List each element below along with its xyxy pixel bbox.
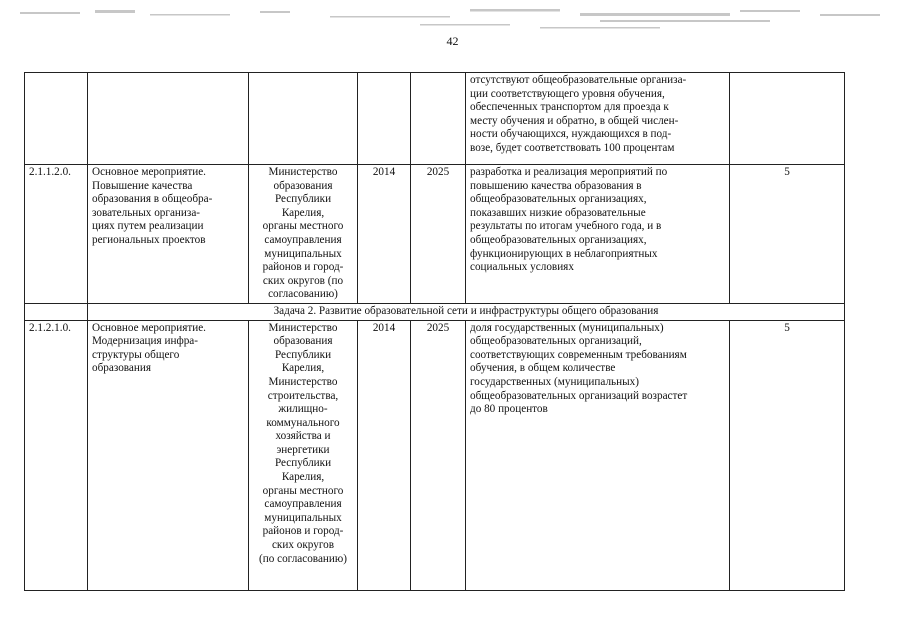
table-row: [25, 73, 845, 165]
cell-code: 2.1.2.1.0.: [25, 320, 88, 590]
cell-link: 5: [730, 165, 845, 304]
cell-empty: [25, 303, 88, 320]
page-number: 42: [446, 34, 459, 48]
cell-executor: Министерство образования Республики Карелия, органы местного самоуправления муниципальных районов и город- ских округов (по согласованию): [249, 165, 358, 304]
cell-executor: [249, 73, 358, 165]
cell-executor: Министерство образования Республики Карелия, Министерство строительства, жилищно- коммунального хозяйства и энергетики Республики Карелия, органы местного самоуправления муниципальных районов и город- ских округов (по согласованию): [249, 320, 358, 590]
cell-code: 2.1.1.2.0.: [25, 165, 88, 304]
cell-end-year: [411, 73, 466, 165]
cell-end-year: 2025: [411, 320, 466, 590]
cell-link: [730, 73, 845, 165]
cell-start-year: [358, 73, 411, 165]
cell-code: [25, 73, 88, 165]
task-row: [25, 303, 845, 320]
cell-result: отсутствуют общеобразовательные организа- ции соответствующего уровня обучения, обеспеченных транспортом для проезда к месту обучения и обратно, в общей числен- ности обучающихся, нуждающихся в под- возе, будет соответствовать 100 процентам: [466, 73, 730, 165]
cell-result: доля государственных (муниципальных) общеобразовательных организаций, соответствующих современным требованиям обучения, в общем количестве государственных (муниципальных) общеобразовательных организаций возрастет до 80 процентов: [466, 320, 730, 590]
table-row: [25, 165, 845, 304]
cell-result: разработка и реализация мероприятий по повышению качества образования в общеобразовательных организациях, показавших низкие образовательные результаты по итогам учебного года, и в общеобразовательных организациях, функционирующих в неблагоприятных социальных условиях: [466, 165, 730, 304]
task-heading: Задача 2. Развитие образовательной сети и инфраструктуры общего образования: [88, 303, 845, 320]
cell-name: [88, 73, 249, 165]
program-table: [24, 72, 845, 591]
cell-link: 5: [730, 320, 845, 590]
cell-start-year: 2014: [358, 165, 411, 304]
cell-name: Основное мероприятие. Повышение качества образования в общеобра- зовательных организа- циях путем реализации региональных проектов: [88, 165, 249, 304]
table-row: [25, 320, 845, 590]
cell-end-year: 2025: [411, 165, 466, 304]
cell-name: Основное мероприятие. Модернизация инфра- структуры общего образования: [88, 320, 249, 590]
cell-start-year: 2014: [358, 320, 411, 590]
